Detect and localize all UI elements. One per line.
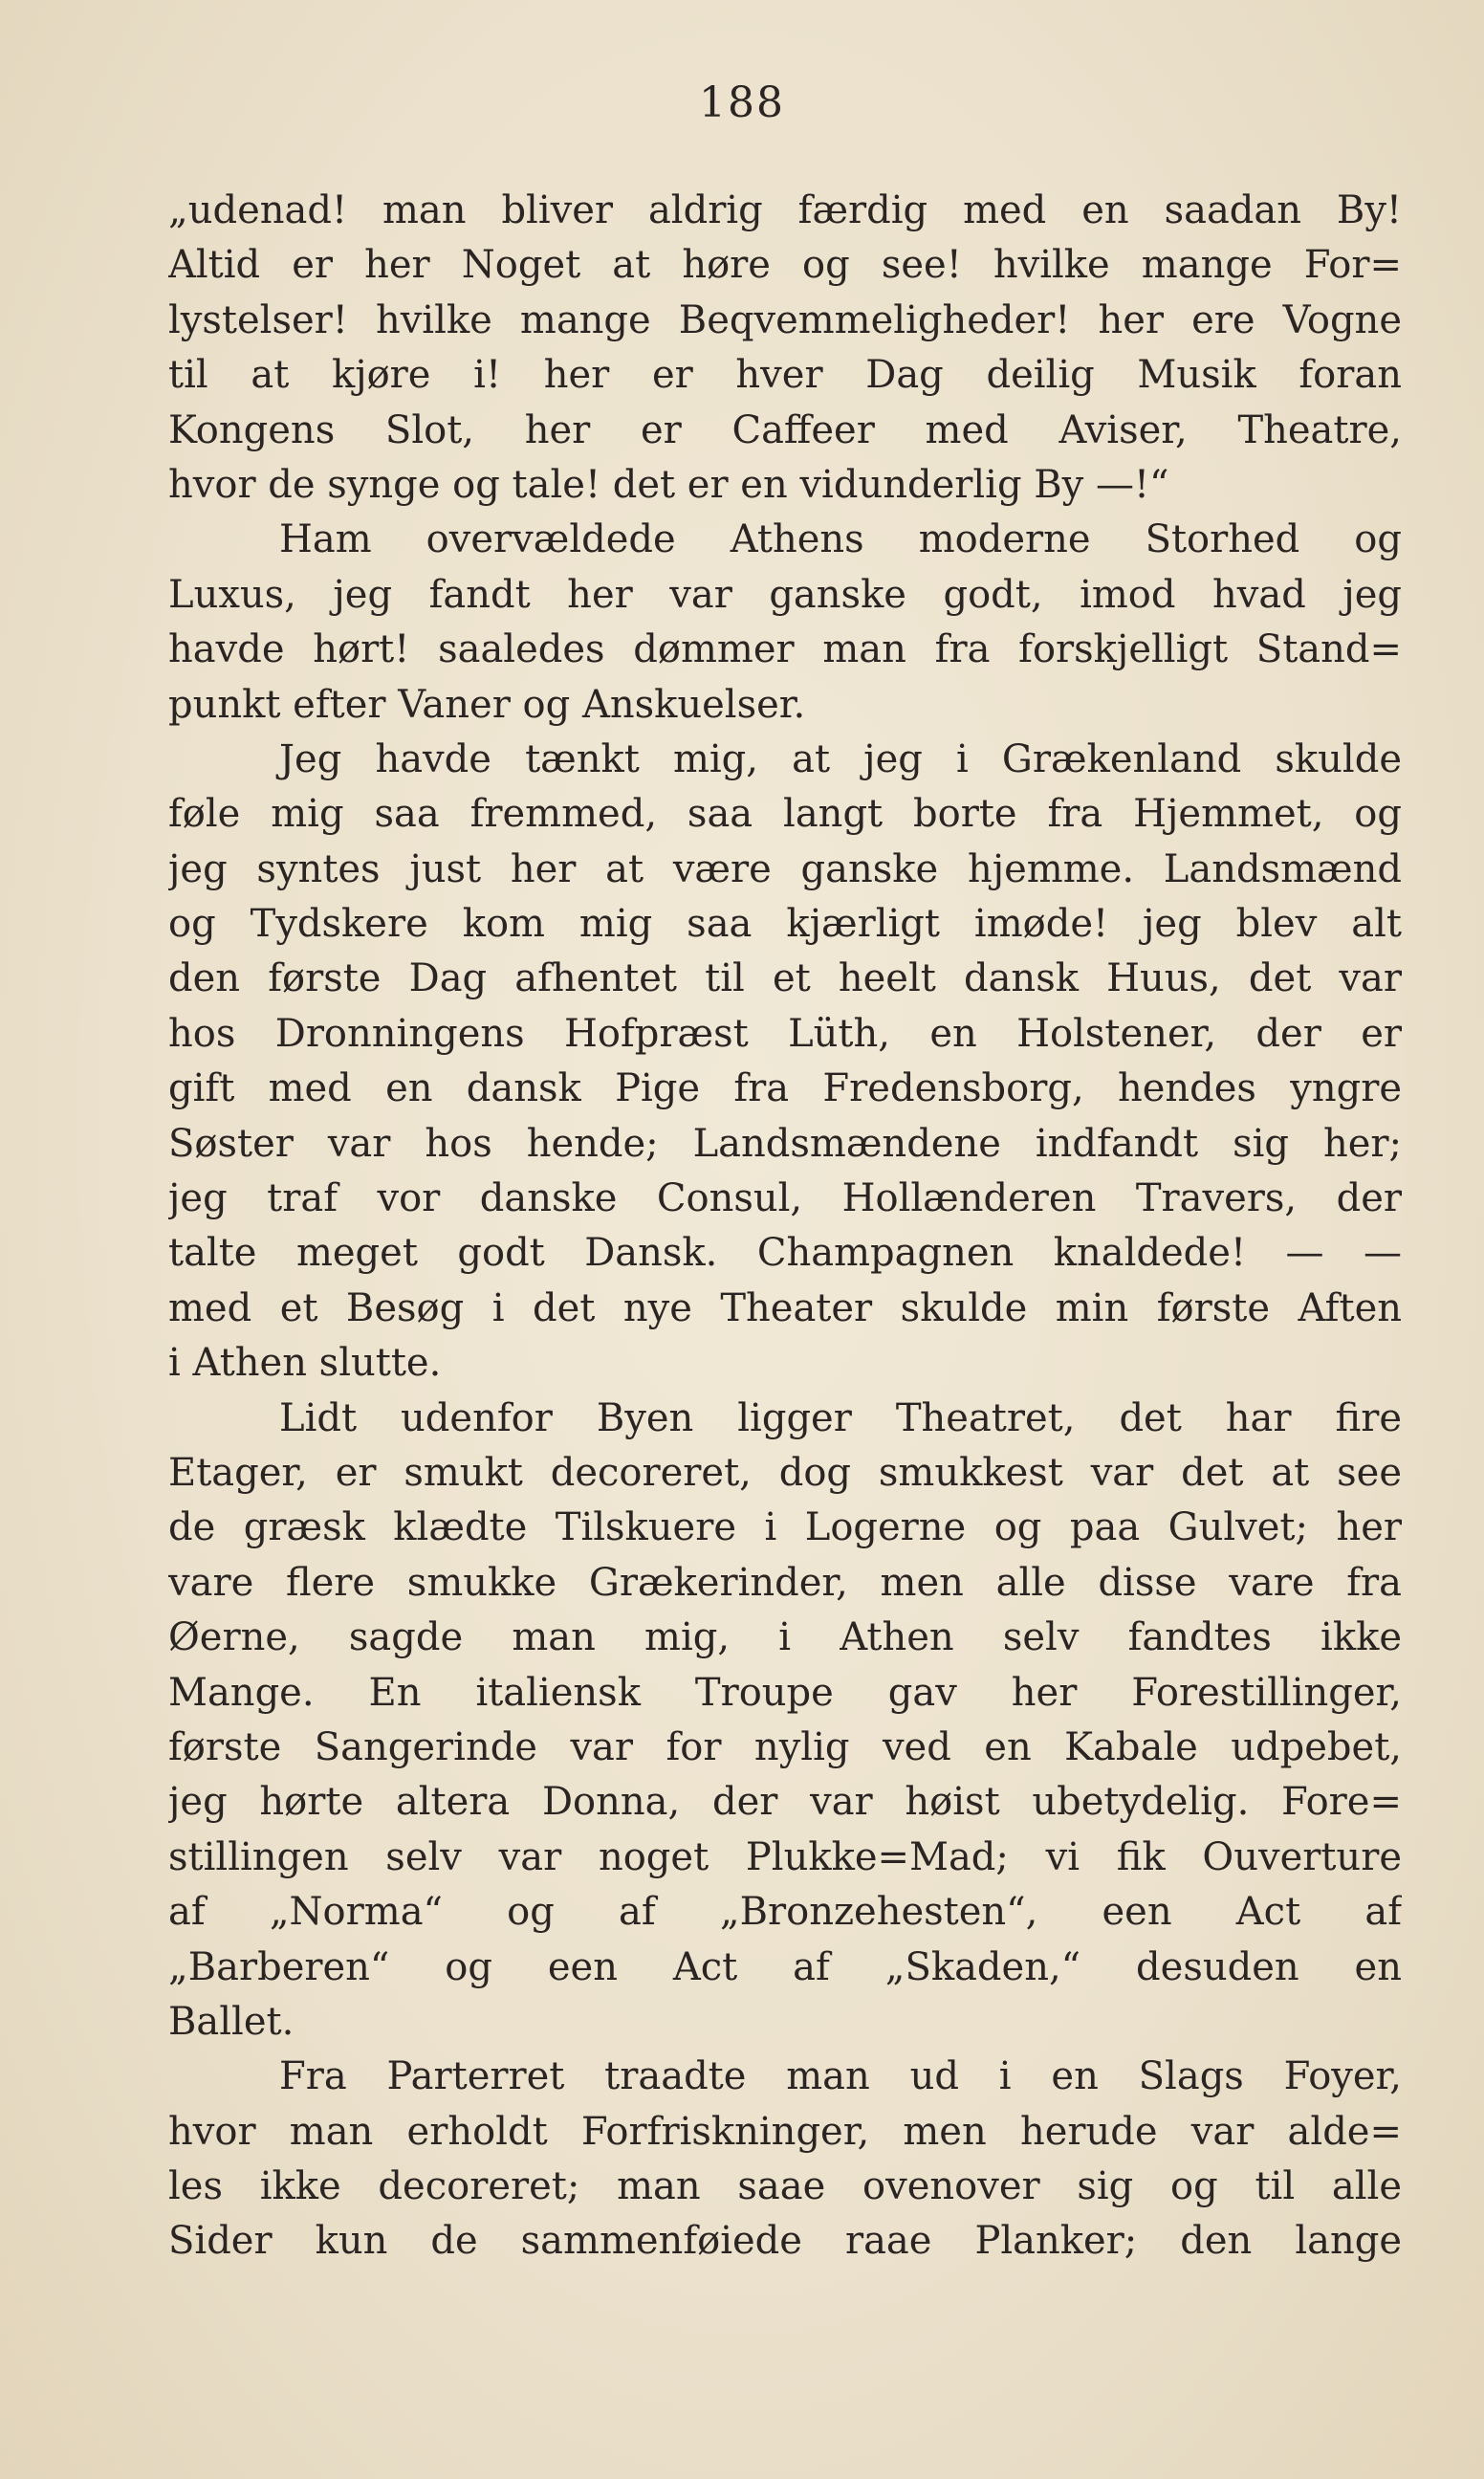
text-line: havde hørt! saaledes dømmer man fra forskjelligt Stand= bbox=[168, 627, 1402, 672]
text-line: med et Besøg i det nye Theater skulde min første Aften bbox=[168, 1285, 1402, 1330]
text-line: Ham overvældede Athens moderne Storhed og bbox=[279, 517, 1402, 562]
text-line: Etager, er smukt decoreret, dog smukkest var det at see bbox=[168, 1450, 1402, 1495]
text-line: Sider kun de sammenføiede raae Planker; den lange bbox=[168, 2219, 1402, 2264]
text-line: Øerne, sagde man mig, i Athen selv fandtes ikke bbox=[168, 1615, 1402, 1660]
text-line: jeg syntes just her at være ganske hjemme. Landsmænd bbox=[168, 846, 1402, 891]
text-line: hos Dronningens Hofpræst Lüth, en Holstener, der er bbox=[168, 1011, 1402, 1056]
body-text bbox=[168, 184, 1402, 2270]
text-line: „udenad! man bliver aldrig færdig med en saadan By! bbox=[168, 188, 1402, 232]
text-line: Altid er her Noget at høre og see! hvilke mange For= bbox=[168, 243, 1402, 288]
text-line: jeg traf vor danske Consul, Hollænderen Travers, der bbox=[168, 1176, 1402, 1221]
text-line: Søster var hos hende; Landsmændene indfandt sig her; bbox=[168, 1121, 1402, 1166]
text-line: den første Dag afhentet til et heelt dansk Huus, det var bbox=[168, 956, 1402, 1001]
text-line: i Athen slutte. bbox=[168, 1341, 442, 1386]
text-line: Lidt udenfor Byen ligger Theatret, det har fire bbox=[279, 1395, 1402, 1440]
text-line: Ballet. bbox=[168, 1999, 295, 2044]
text-line: de græsk klædte Tilskuere i Logerne og paa Gulvet; her bbox=[168, 1505, 1402, 1550]
text-line: les ikke decoreret; man saae ovenover sig og til alle bbox=[168, 2164, 1402, 2209]
text-line: punkt efter Vaner og Anskuelser. bbox=[168, 682, 806, 727]
text-line: stillingen selv var noget Plukke=Mad; vi fik Ouverture bbox=[168, 1834, 1402, 1879]
text-line: føle mig saa fremmed, saa langt borte fra Hjemmet, og bbox=[168, 792, 1402, 837]
text-line: talte meget godt Dansk. Champagnen knaldede! — — bbox=[168, 1231, 1402, 1276]
text-line: af „Norma“ og af „Bronzehesten“, een Act af bbox=[168, 1890, 1402, 1935]
text-line: Luxus, jeg fandt her var ganske godt, imod hvad jeg bbox=[168, 572, 1402, 617]
text-line: Kongens Slot, her er Caffeer med Aviser, Theatre, bbox=[168, 407, 1402, 452]
text-line: hvor de synge og tale! det er en vidunderlig By —!“ bbox=[168, 462, 1169, 507]
text-line: Jeg havde tænkt mig, at jeg i Grækenland skulde bbox=[279, 736, 1402, 781]
text-line: hvor man erholdt Forfriskninger, men herude var alde= bbox=[168, 2109, 1402, 2154]
text-line: Mange. En italiensk Troupe gav her Forestillinger, bbox=[168, 1670, 1402, 1715]
text-line: lystelser! hvilke mange Beqvemmeligheder! her ere Vogne bbox=[168, 297, 1402, 342]
text-line: vare flere smukke Grækerinder, men alle disse vare fra bbox=[168, 1560, 1402, 1605]
text-line: til at kjøre i! her er hver Dag deilig Musik foran bbox=[168, 353, 1402, 398]
text-line: Fra Parterret traadte man ud i en Slags Foyer, bbox=[279, 2054, 1402, 2099]
page-number: 188 bbox=[699, 78, 785, 127]
text-line: og Tydskere kom mig saa kjærligt imøde! jeg blev alt bbox=[168, 902, 1402, 947]
text-line: første Sangerinde var for nylig ved en Kabale udpebet, bbox=[168, 1724, 1402, 1769]
text-line: „Barberen“ og een Act af „Skaden,“ desuden en bbox=[168, 1944, 1402, 1989]
text-line: gift med en dansk Pige fra Fredensborg, hendes yngre bbox=[168, 1066, 1402, 1111]
text-line: jeg hørte altera Donna, der var høist ubetydelig. Fore= bbox=[168, 1780, 1402, 1825]
